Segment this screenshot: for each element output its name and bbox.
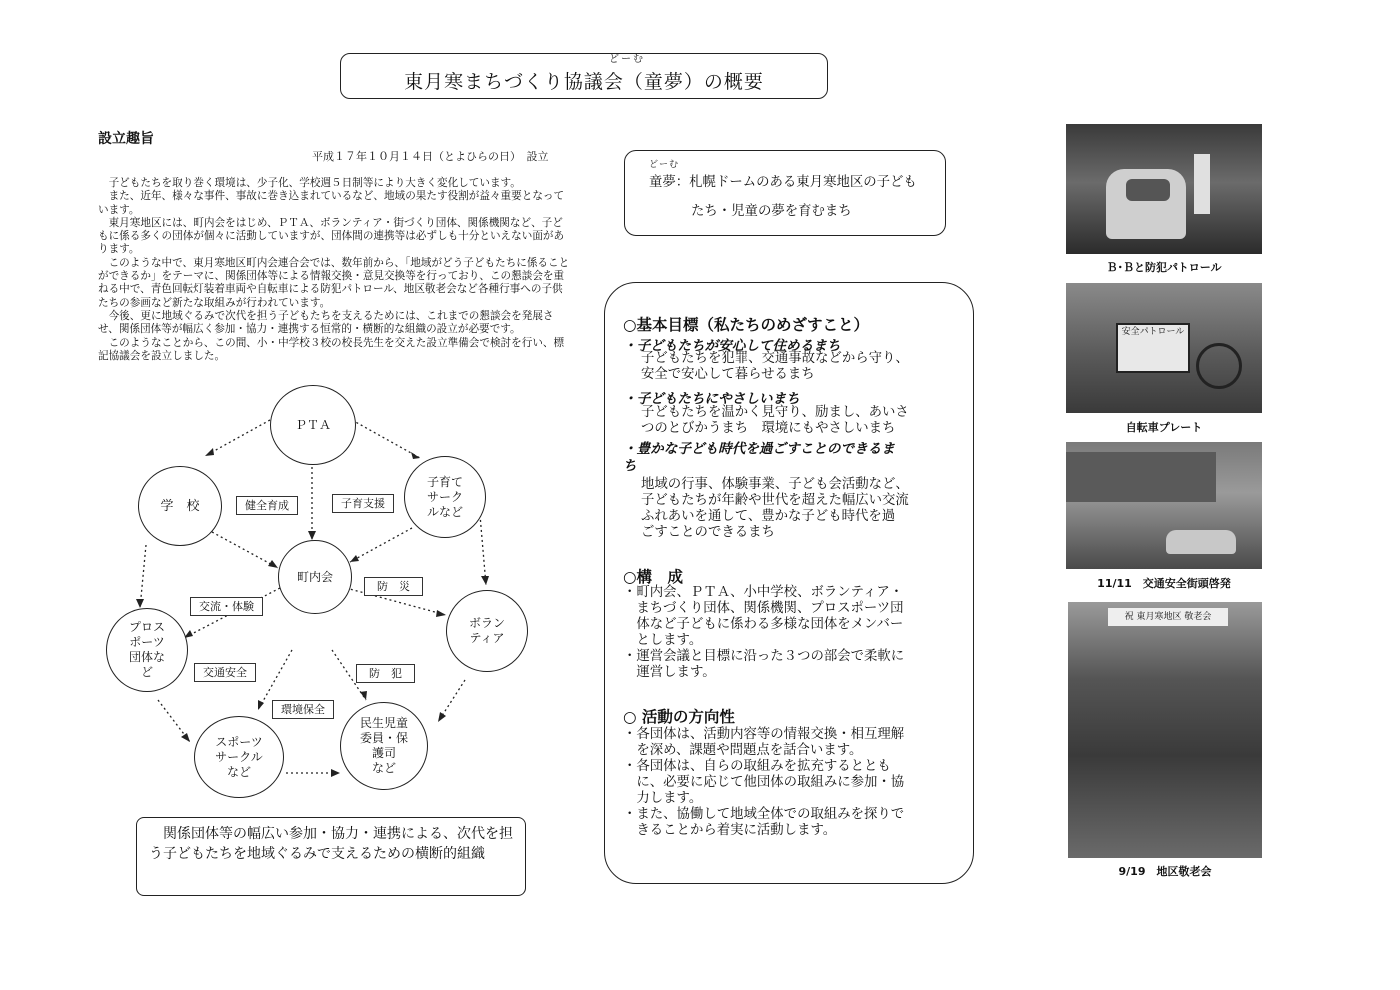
person-shape [1194, 154, 1210, 214]
node-school: 学 校 [138, 466, 222, 546]
node-chounaikai: 町内会 [278, 540, 352, 614]
connector-pta-school [205, 420, 270, 456]
tag-kankyo: 環境保全 [272, 700, 334, 719]
connector-circle-center [350, 528, 412, 562]
tag-kouryu: 交流・体験 [190, 597, 263, 616]
goal-body-3: 地域の行事、体験事業、子ども会活動など、 子どもたちが年齢や世代を超えた幅広い交流 ふれあいを通して、豊かな子ども時代を過 ごすことのできるまち [641, 477, 909, 540]
photo-patrol-car [1066, 124, 1262, 254]
event-sign [1108, 608, 1228, 626]
plate-text: 安全パトロール [1121, 327, 1185, 337]
caption-bicycle: 自転車プレート [1125, 421, 1203, 434]
purpose-paragraph: また、近年、様々な事件、事故に巻き込まれているなど、地域の果たす役割が益々重要となっています。 [98, 190, 565, 216]
purpose-paragraph: 子どもたちを取り巻く環境は、少子化、学校週５日制等により大きく変化しています。 [98, 177, 521, 189]
purpose-paragraph: このようなことから、この間、小・中学校３校の校長先生を交えた設立準備会で検討を行い、標記協議会を設立しました。 [98, 336, 565, 362]
goals-heading: ○基本目標（私たちのめざすこと） [623, 316, 870, 334]
node-minsei: 民生児童 委員・保 護司 など [340, 702, 428, 790]
photo-bicycle-plate [1066, 283, 1262, 413]
connector-pta-circle [352, 420, 420, 458]
building-shape [1066, 452, 1216, 502]
summary-text: 関係団体等の幅広い参加・協力・連携による、次代を担う子どもたちを地域ぐるみで支えるための横断的組織 [149, 826, 513, 862]
car-shape [1166, 530, 1236, 554]
dome-definition-box [624, 150, 946, 236]
node-pro-sports: プロス ポーツ 団体な ど [106, 608, 188, 692]
summary-box [136, 817, 526, 896]
structure-body: ・町内会、ＰＴＡ、小中学校、ボランティア・ まちづくり団体、関係機関、プロスポーツ団 体など子どもに係わる多様な団体をメンバー とします。 ・運営会議と目標に沿った３つの部会で柔軟に 運営します。 [623, 585, 905, 680]
section-title: 設立趣旨 [98, 131, 154, 147]
node-kosodate-circle: 子育て サーク ルなど [404, 456, 486, 538]
tag-koutsu: 交通安全 [194, 663, 256, 682]
node-volunteer: ボラン ティア [446, 590, 528, 672]
direction-body: ・各団体は、活動内容等の情報交換・相互理解 を深め、課題や問題点を話合います。 ・各団体は、自らの取組みを拡充するととも に、必要に応じて他団体の取組みに参加・協 力します。 ・また、協働して地域全体での取組みを探りで きることから着実に活動します。 [623, 727, 905, 838]
connector-circle-volunteer [480, 515, 486, 585]
purpose-paragraph: このような中で、東月寒地区町内会連合会では、数年前から、「地域がどう子どもたちに係ることができるか」をテーマに、関係団体等による情報交換・意見交換等を行っており、この懇談会を重ねる中で、青色回転灯装着車両や自転車による防犯パトロール、地区敬老会など各種行事への子供たちの参画など新たな取組みが行われています。 [98, 256, 570, 309]
connector-school-pro [140, 545, 146, 608]
goal-body-1: 子どもたちを犯罪、交通事故などから守り、 安全で安心して暮らせるまち [641, 351, 909, 382]
direction-heading: ○ 活動の方向性 [623, 708, 735, 726]
caption-patrol: Ｂ･Ｂと防犯パトロール [1106, 261, 1222, 274]
photo-elderly-gathering [1068, 602, 1262, 858]
goal-title-2: ・子どもたちにやさしいまち [623, 391, 800, 407]
goal-body-2: 子どもたちを温かく見守り、励まし、あいさ つのとびかうまち 環境にもやさしいまち [641, 405, 909, 436]
node-pta: ＰＴＡ [270, 385, 356, 465]
bicycle-wheel [1196, 343, 1242, 389]
bicycle-plate [1116, 323, 1190, 373]
photo-traffic-safety [1066, 442, 1262, 569]
purpose-paragraph: 今後、更に地域ぐるみで次代を担う子どもたちを支えるためには、これまでの懇談会を発展させ、関係団体等が幅広く参加・協力・連携する恒常的・横断的な組織の設立が必要です。 [98, 309, 554, 336]
dome-ruby: どーむ [649, 160, 680, 170]
tag-bousai: 防 災 [364, 577, 423, 596]
goals-panel [604, 282, 974, 884]
tag-bouhan: 防 犯 [356, 664, 415, 683]
caption-traffic: 11/11 交通安全街頭啓発 [1097, 577, 1231, 590]
car-window [1126, 179, 1170, 201]
dome-line-1: 童夢：札幌ドームのある東月寒地区の子ども [649, 175, 917, 190]
date-line: 平成１７年１０月１４日（とよひらの日） 設立 [312, 150, 549, 163]
dome-line-2: たち・児童の夢を育むまち [691, 204, 852, 219]
tag-kenzen: 健全育成 [236, 496, 298, 515]
caption-keirokai: 9/19 地区敬老会 [1118, 865, 1212, 878]
connector-school-center [212, 532, 278, 568]
goal-title-3: ・豊かな子ども時代を過ごすことのできるま ち [623, 441, 895, 474]
page-title: 東月寒まちづくり協議会（童夢）の概要 [404, 71, 764, 93]
event-sign-text: 祝 東月寒地区 敬老会 [1124, 612, 1212, 622]
title-ruby: どーむ [609, 54, 645, 65]
structure-heading: ○構 成 [623, 568, 684, 586]
node-sports-circle: スポーツ サークル など [194, 716, 284, 798]
tag-kosodate: 子育支援 [332, 494, 394, 513]
goal-title-1: ・子どもたちが安心して住めるまち [623, 338, 841, 354]
purpose-paragraph: 東月寒地区には、町内会をはじめ、ＰＴＡ、ボランティア・街づくり団体、関係機関など、子どもに係る多くの団体が個々に活動していますが、団体間の連携等は必ずしも十分といえない面があります。 [98, 216, 565, 256]
